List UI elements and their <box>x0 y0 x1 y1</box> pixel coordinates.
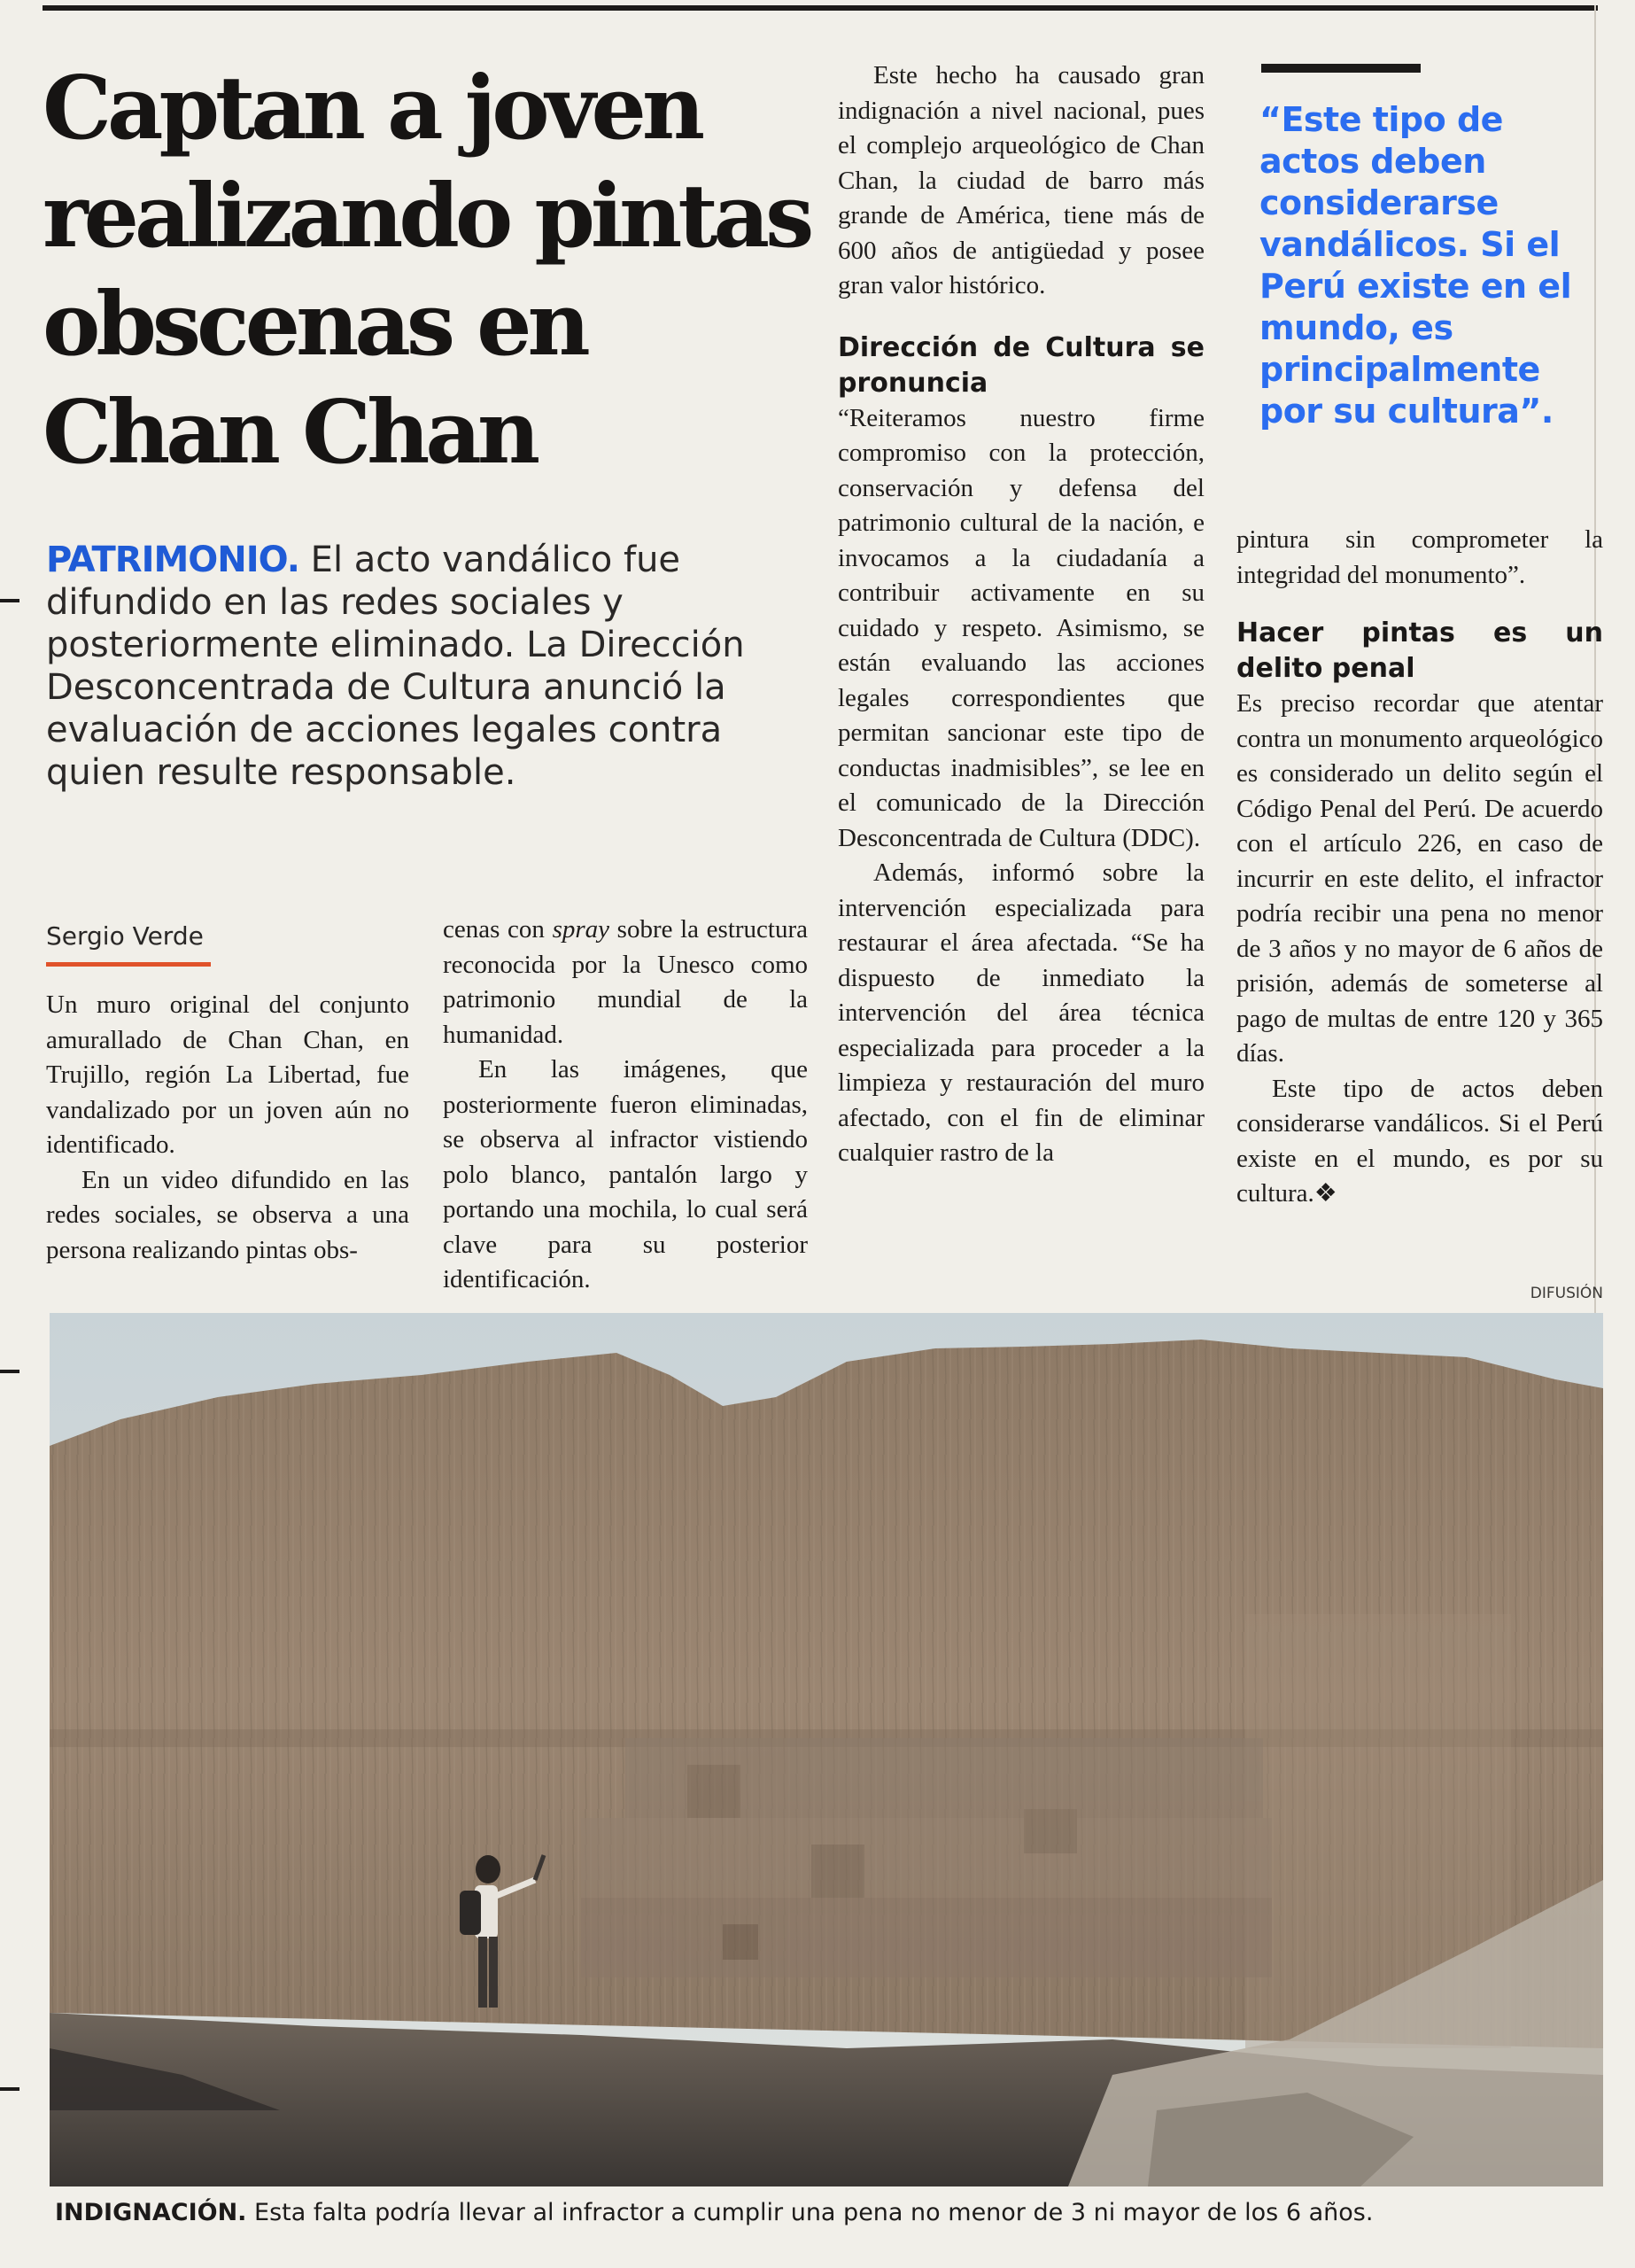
news-photo <box>50 1313 1603 2186</box>
subhead-cultura: Dirección de Cultura se pronuncia <box>838 331 1205 399</box>
paragraph: Además, informó sobre la intervención especializada para restaurar el área afectada. “Se ha dispuesto de inmediato la intervención del área técnica especializada para proceder a la limpieza y restauración del muro afectado, con el fin de eliminar cualquier rastro de la <box>838 858 1205 1167</box>
paragraph: “Reiteramos nuestro firme compromiso con la protección, conservación y defensa del patrimonio cultural de la nación, e invocamos a la ciudadanía a contribuir activamente en su cuidado y respeto. Asimismo, se están evaluando las acciones legales correspondientes que permitan sancionar este tipo de conductas inadmisibles”, se lee en el comunicado de la Dirección Desconcentrada de Cultura (DDC). <box>838 403 1205 852</box>
article-column-3 <box>838 58 1205 1171</box>
paragraph: Este hecho ha causado gran indignación a nivel nacional, pues el complejo arqueológico de Chan Chan, la ciudad de barro más grande de América, tiene más de 600 años de antigüedad y posee gran valor histórico. <box>838 61 1205 299</box>
pullquote: “Este tipo de actos deben considerarse vandálicos. Si el Perú existe en el mundo, es principalmente por su cultura”. <box>1259 100 1572 431</box>
paragraph-text: sobre la estructura reconocida por la Unesco como patrimonio mundial de la humanidad. <box>443 915 809 1049</box>
headline: Captan a joven realizando pintas obscenas en Chan Chan <box>43 58 810 484</box>
pixelated-censor-area <box>581 1738 1272 1977</box>
scan-mark <box>0 1370 19 1373</box>
byline: Sergio Verde <box>46 921 204 951</box>
article-column-2 <box>443 913 808 1298</box>
paragraph: Un muro original del conjunto amurallado de Chan Chan, en Trujillo, región La Libertad, fue vandalizado por un joven aún no identificado. <box>46 990 409 1159</box>
scan-mark <box>0 2087 19 2091</box>
article-column-4 <box>1236 523 1603 1212</box>
scan-mark <box>0 599 19 602</box>
subhead-delito: Hacer pintas es un delito penal <box>1236 617 1603 684</box>
caption-kicker: INDIGNACIÓN. <box>55 2199 247 2226</box>
adobe-wall-photo <box>50 1313 1603 2186</box>
paragraph: Es preciso recordar que atentar contra un monumento arqueológico es considerado un delito según el Código Penal del Perú. De acuerdo con el artículo 226, en caso de incurrir en este delito, el infractor podría recibir una pena no menor de 3 años y no mayor de 6 años de prisión, además de someterse al pago de multas de entre 120 y 365 días. <box>1236 689 1603 1068</box>
caption-text: Esta falta podría llevar al infractor a cumplir una pena no menor de 3 ni mayor de los 6 años. <box>254 2199 1374 2226</box>
lead-kicker: PATRIMONIO. <box>46 540 299 580</box>
paragraph-text: cenas con <box>443 915 553 944</box>
end-mark-icon: ❖ <box>1313 1179 1337 1208</box>
paragraph: En las imágenes, que posteriormente fueron eliminadas, se observa al infractor vistiendo polo blanco, pantalón largo y portando una mochila, lo cual será clave para su posterior identificación. <box>443 1055 808 1293</box>
pullquote-rule <box>1261 64 1421 73</box>
paragraph: En un video difundido en las redes sociales, se observa a una persona realizando pintas obs- <box>46 1165 409 1264</box>
paragraph: pintura sin comprometer la integridad del monumento”. <box>1236 525 1603 589</box>
article-column-1 <box>46 988 409 1268</box>
paragraph-text: Este tipo de actos deben considerarse vandálicos. Si el Perú existe en el mundo, es por su cultura. <box>1236 1074 1603 1208</box>
paragraph <box>1236 1072 1603 1212</box>
top-rule <box>43 5 1598 11</box>
emphasis-spray: spray <box>552 915 610 944</box>
lead-text: El acto vandálico fue difundido en las redes sociales y posteriormente eliminado. La Dirección Desconcentrada de Cultura anunció la evaluación de acciones legales contra quien resulte responsable. <box>46 540 745 793</box>
lead-paragraph <box>46 539 808 794</box>
photo-credit: DIFUSIÓN <box>1530 1285 1603 1302</box>
byline-rule <box>46 962 211 967</box>
paragraph <box>443 913 808 1052</box>
photo-caption <box>55 2197 1596 2229</box>
